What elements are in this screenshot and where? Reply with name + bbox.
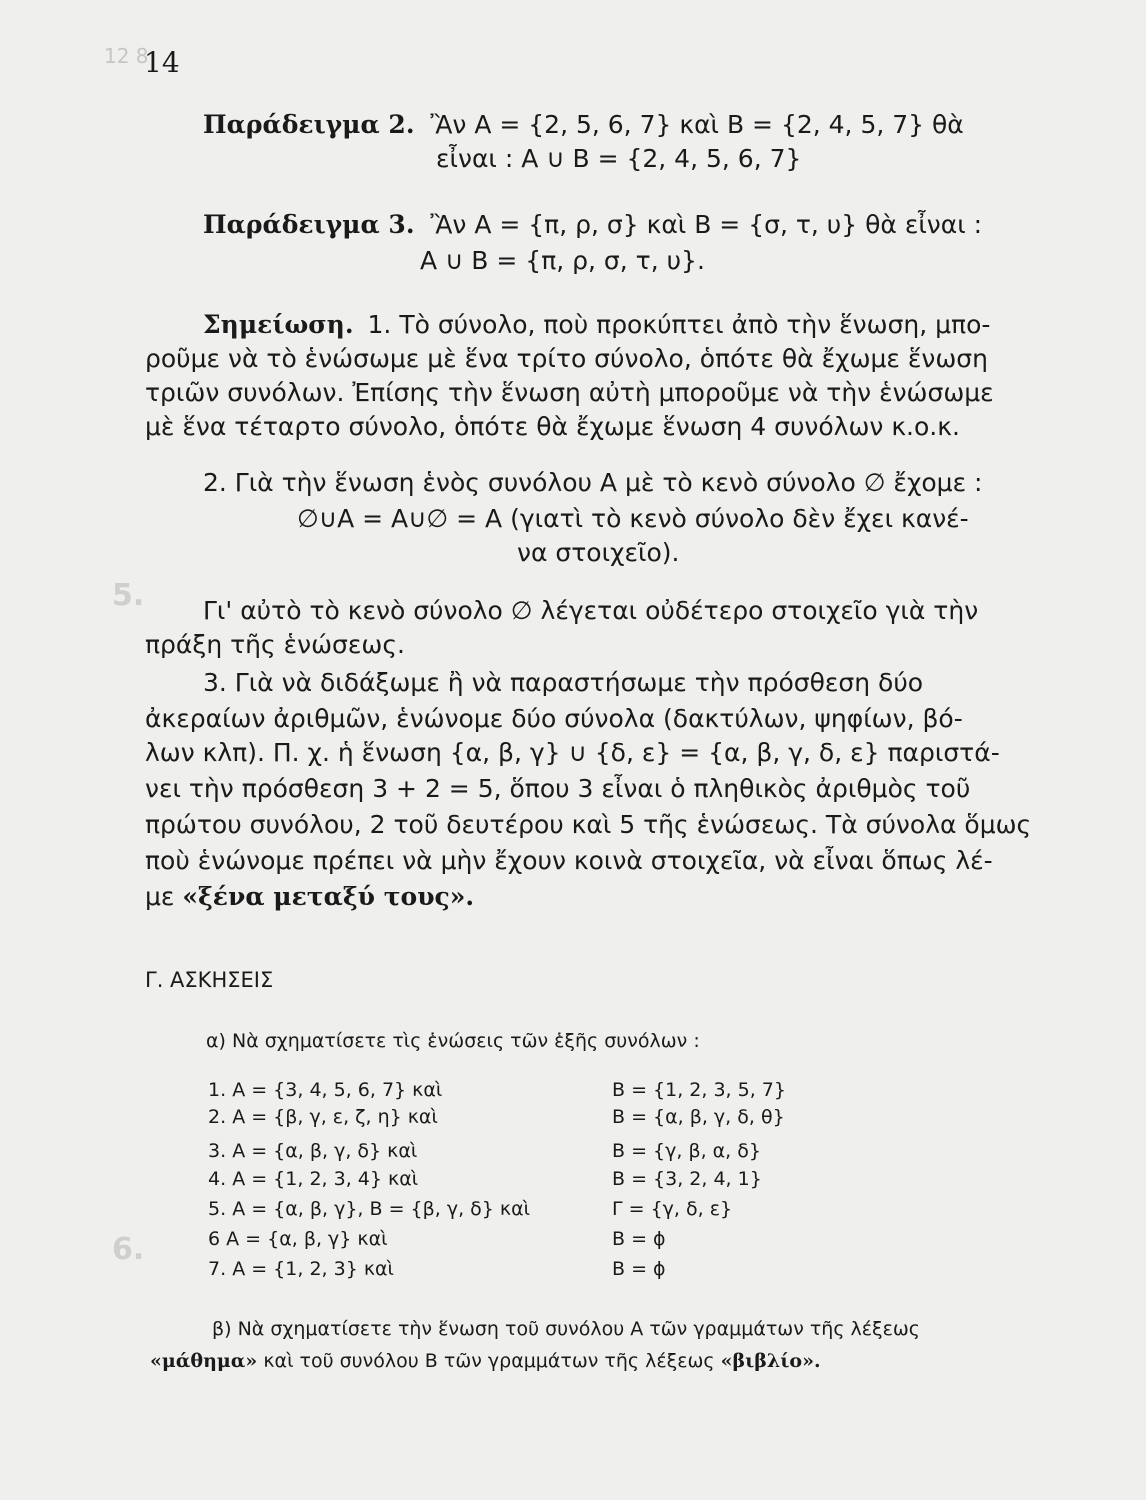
page-number: 14 xyxy=(144,46,180,79)
note-p2-after-2: πράξη τῆς ἑνώσεως. xyxy=(145,630,405,659)
word-mathima: «μάθημα» xyxy=(150,1350,258,1372)
example-2-text: Ἂν Α = {2, 5, 6, 7} καὶ Β = {2, 4, 5, 7} θὰ xyxy=(430,110,964,139)
exercise-b-line-1: β) Νὰ σχηματίσετε τὴν ἕνωση τοῦ συνόλου Α τῶν γραμμάτων τῆς λέξεως xyxy=(212,1318,920,1340)
note-line-4: μὲ ἕνα τέταρτο σύνολο, ὁπότε θὰ ἔχωμε ἕνωση 4 συνόλων κ.ο.κ. xyxy=(145,412,960,441)
exercise-row-right: Β = {γ, β, α, δ} xyxy=(612,1140,761,1162)
note-p3-line-3: λων κλπ). Π. χ. ἡ ἕνωση {α, β, γ} ∪ {δ, ε} = {α, β, γ, δ, ε} παριστά- xyxy=(145,738,1000,767)
note-p3-line-2: ἀκεραίων ἀριθμῶν, ἑνώνομε δύο σύνολα (δακτύλων, ψηφίων, βό- xyxy=(145,704,963,733)
exercise-row: 7. Α = {1, 2, 3} καὶ xyxy=(208,1258,394,1280)
exercises-heading: Γ. ΑΣΚΗΣΕΙΣ xyxy=(145,968,274,992)
note-line-3: τριῶν συνόλων. Ἐπίσης τὴν ἕνωση αὐτὴ μποροῦμε νὰ τὴν ἑνώσωμε xyxy=(145,378,994,407)
exercise-a-intro: α) Νὰ σχηματίσετε τὶς ἑνώσεις τῶν ἑξῆς συνόλων : xyxy=(206,1030,700,1052)
exercise-row-right: Β = {α, β, γ, δ, θ} xyxy=(612,1106,785,1128)
note-p2-after-1: Γι' αὐτὸ τὸ κενὸ σύνολο ∅ λέγεται οὐδέτερο στοιχεῖο γιὰ τὴν xyxy=(203,596,979,625)
exercise-row-right: Γ = {γ, δ, ε} xyxy=(612,1198,733,1220)
exercise-row: 2. Α = {β, γ, ε, ζ, η} καὶ xyxy=(208,1106,438,1128)
exercise-b-line-2: «μάθημα» καὶ τοῦ συνόλου Β τῶν γραμμάτων τῆς λέξεως «βιβλίο». xyxy=(150,1350,821,1372)
foreign-sets-phrase: «ξένα μεταξύ τους». xyxy=(182,882,475,911)
note-p2-formula: ∅∪Α = Α∪∅ = Α (γιατὶ τὸ κενὸ σύνολο δὲν ἔχει κανέ- xyxy=(297,504,969,533)
example-3-text: Ἂν Α = {π, ρ, σ} καὶ Β = {σ, τ, υ} θὰ εἶναι : xyxy=(430,210,983,239)
exercise-row-right: Β = ϕ xyxy=(612,1228,666,1250)
exercise-row: 1. Α = {3, 4, 5, 6, 7} καὶ xyxy=(208,1079,443,1101)
ghost-corner-number: 12 8 xyxy=(104,44,149,68)
note-p2-line-1: 2. Γιὰ τὴν ἕνωση ἑνὸς συνόλου Α μὲ τὸ κενὸ σύνολο ∅ ἔχομε : xyxy=(203,468,983,497)
example-3-label: Παράδειγμα 3. xyxy=(203,210,415,239)
exercise-row-right: Β = {3, 2, 4, 1} xyxy=(612,1168,762,1190)
ghost-margin-number: 5. xyxy=(112,578,145,613)
exercise-row-right: Β = {1, 2, 3, 5, 7} xyxy=(612,1079,786,1101)
exercise-row: 4. Α = {1, 2, 3, 4} καὶ xyxy=(208,1168,419,1190)
ghost-margin-number: 6. xyxy=(112,1232,145,1267)
exercise-row: 3. Α = {α, β, γ, δ} καὶ xyxy=(208,1140,418,1162)
note-p2-formula-cont: να στοιχεῖο). xyxy=(517,538,680,567)
note-line-2: ροῦμε νὰ τὸ ἑνώσωμε μὲ ἕνα τρίτο σύνολο, ὁπότε θὰ ἔχωμε ἕνωση xyxy=(145,344,988,373)
note-line-1: Σημείωση. 1. Τὸ σύνολο, ποὺ προκύπτει ἀπὸ τὴν ἕνωση, μπο- xyxy=(203,310,991,339)
note-p3-line-6: ποὺ ἑνώνομε πρέπει νὰ μὴν ἔχουν κοινὰ στοιχεῖα, νὰ εἶναι ὅπως λέ- xyxy=(145,846,993,875)
example-2-label: Παράδειγμα 2. xyxy=(203,110,415,139)
word-vivlio: «βιβλίο». xyxy=(720,1350,821,1372)
note-p3-line-1: 3. Γιὰ νὰ διδάξωμε ἢ νὰ παραστήσωμε τὴν πρόσθεση δύο xyxy=(203,668,924,697)
example-2-line-1 xyxy=(203,110,964,139)
note-p3-line-7: με «ξένα μεταξύ τους». xyxy=(145,882,475,911)
note-p3-line-5: πρώτου συνόλου, 2 τοῦ δευτέρου καὶ 5 τῆς ἑνώσεως. Τὰ σύνολα ὅμως xyxy=(145,810,1032,839)
example-3-line-1 xyxy=(203,210,982,239)
exercise-row: 6 Α = {α, β, γ} καὶ xyxy=(208,1228,388,1250)
note-label: Σημείωση. xyxy=(203,310,354,339)
exercise-row-right: Β = ϕ xyxy=(612,1258,666,1280)
exercise-row: 5. Α = {α, β, γ}, Β = {β, γ, δ} καὶ xyxy=(208,1198,531,1220)
note-p3-line-4: νει τὴν πρόσθεση 3 + 2 = 5, ὅπου 3 εἶναι ὁ πληθικὸς ἀριθμὸς τοῦ xyxy=(145,774,971,803)
example-2-line-2: εἶναι : Α ∪ Β = {2, 4, 5, 6, 7} xyxy=(436,144,802,173)
example-3-line-2: Α ∪ Β = {π, ρ, σ, τ, υ}. xyxy=(420,246,705,275)
